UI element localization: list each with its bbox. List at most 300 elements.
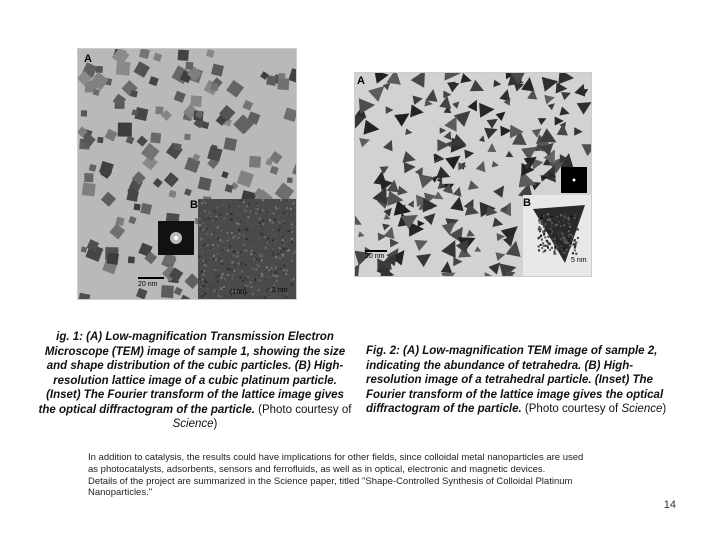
- lattice-dot: [204, 219, 206, 221]
- lattice-dot: [239, 276, 241, 278]
- lattice-dot: [226, 213, 228, 215]
- lattice-dot: [243, 235, 245, 237]
- lattice-dot: [231, 269, 233, 271]
- cube-particle: [150, 132, 161, 143]
- lattice-dot: [291, 227, 293, 229]
- lattice-dot: [220, 230, 222, 232]
- lattice-dot: [540, 228, 542, 230]
- lattice-dot: [538, 245, 540, 247]
- lattice-dot: [558, 221, 560, 223]
- lattice-dot: [564, 238, 566, 240]
- lattice-dot: [203, 270, 205, 272]
- lattice-dot: [221, 263, 223, 265]
- figure1-credit-suffix: ): [213, 418, 218, 430]
- cube-particle: [106, 252, 119, 265]
- lattice-dot: [555, 224, 557, 226]
- lattice-dot: [224, 247, 226, 249]
- lattice-dot: [554, 245, 556, 247]
- figure2-credit-source: Science: [621, 403, 663, 415]
- lattice-dot: [561, 251, 563, 253]
- lattice-dot: [269, 219, 271, 221]
- lattice-dot: [254, 252, 256, 254]
- figure2-scale-b: 5 nm: [571, 257, 587, 264]
- lattice-dot: [564, 214, 566, 216]
- lattice-dot: [256, 264, 258, 266]
- lattice-dot: [572, 235, 574, 237]
- lattice-dot: [259, 259, 261, 261]
- lattice-dot: [233, 251, 235, 253]
- lattice-dot: [231, 213, 233, 215]
- lattice-dot: [243, 244, 245, 246]
- lattice-dot: [290, 282, 292, 284]
- lattice-dot: [544, 230, 546, 232]
- lattice-dot: [221, 204, 223, 206]
- lattice-dot: [273, 224, 275, 226]
- lattice-dot: [292, 293, 294, 295]
- lattice-dot: [273, 295, 275, 297]
- lattice-dot: [262, 219, 264, 221]
- cube-particle: [178, 50, 189, 61]
- lattice-dot: [204, 205, 206, 207]
- lattice-dot: [199, 224, 201, 226]
- lattice-dot: [253, 232, 255, 234]
- lattice-dot: [200, 238, 202, 240]
- lattice-dot: [210, 258, 212, 260]
- lattice-dot: [262, 199, 264, 201]
- lattice-dot: [266, 266, 268, 268]
- lattice-dot: [266, 220, 268, 222]
- lattice-dot: [274, 235, 276, 237]
- lattice-dot: [206, 288, 208, 290]
- lattice-dot: [217, 238, 219, 240]
- cube-particle: [165, 254, 175, 264]
- lattice-dot: [223, 288, 225, 290]
- lattice-dot: [223, 217, 225, 219]
- lattice-dot: [227, 250, 229, 252]
- lattice-dot: [282, 250, 284, 252]
- lattice-dot: [244, 249, 246, 251]
- lattice-dot: [565, 247, 567, 249]
- cube-particle: [186, 62, 194, 70]
- lattice-dot: [204, 243, 206, 245]
- lattice-dot: [288, 230, 290, 232]
- lattice-dot: [207, 218, 209, 220]
- body-line-2: as photocatalysts, adsorbents, sensors and ferrofluids, as well as in optical, electronic and magnetic devices.: [88, 463, 546, 475]
- figure1-scale-b: 2 nm: [272, 287, 288, 294]
- lattice-dot: [208, 285, 210, 287]
- cube-particle: [84, 173, 93, 182]
- lattice-dot: [553, 253, 555, 255]
- lattice-dot: [224, 278, 226, 280]
- cube-particle: [97, 137, 103, 143]
- lattice-dot: [555, 219, 557, 221]
- lattice-dot: [556, 216, 558, 218]
- lattice-dot: [205, 281, 207, 283]
- lattice-dot: [558, 234, 560, 236]
- body-line-4: Nanoparticles.": [88, 487, 153, 499]
- lattice-dot: [576, 241, 578, 243]
- lattice-dot: [246, 249, 248, 251]
- lattice-dot: [289, 287, 291, 289]
- lattice-dot: [272, 274, 274, 276]
- lattice-dot: [254, 209, 256, 211]
- lattice-dot: [546, 245, 548, 247]
- lattice-dot: [283, 269, 285, 271]
- lattice-dot: [236, 255, 238, 257]
- cube-particle: [140, 203, 152, 215]
- lattice-dot: [218, 206, 220, 208]
- lattice-dot: [205, 226, 207, 228]
- lattice-dot: [544, 236, 546, 238]
- lattice-dot: [239, 233, 241, 235]
- lattice-dot: [244, 210, 246, 212]
- lattice-dot: [231, 262, 233, 264]
- lattice-dot: [254, 279, 256, 281]
- lattice-dot: [250, 282, 252, 284]
- lattice-dot: [208, 202, 210, 204]
- lattice-dot: [201, 295, 203, 297]
- lattice-dot: [544, 245, 546, 247]
- lattice-dot: [268, 241, 270, 243]
- lattice-dot: [201, 271, 203, 273]
- lattice-dot: [565, 217, 567, 219]
- lattice-dot: [283, 220, 285, 222]
- figure2-panel-b-label: B: [523, 197, 531, 209]
- lattice-dot: [271, 270, 273, 272]
- lattice-dot: [540, 235, 542, 237]
- figure1-tem-image: [77, 48, 297, 300]
- lattice-dot: [577, 228, 579, 230]
- lattice-dot: [204, 202, 206, 204]
- lattice-dot: [252, 268, 254, 270]
- lattice-dot: [207, 244, 209, 246]
- lattice-dot: [283, 248, 285, 250]
- lattice-dot: [233, 236, 235, 238]
- lattice-dot: [273, 233, 275, 235]
- lattice-dot: [562, 233, 564, 235]
- lattice-dot: [220, 287, 222, 289]
- lattice-dot: [230, 250, 232, 252]
- lattice-dot: [293, 201, 295, 203]
- lattice-dot: [249, 234, 251, 236]
- lattice-dot: [273, 212, 275, 214]
- lattice-dot: [560, 225, 562, 227]
- lattice-dot: [571, 224, 573, 226]
- lattice-dot: [269, 294, 271, 296]
- lattice-dot: [274, 218, 276, 220]
- lattice-dot: [240, 221, 242, 223]
- lattice-dot: [554, 251, 556, 253]
- lattice-dot: [294, 231, 296, 233]
- lattice-dot: [229, 278, 231, 280]
- lattice-dot: [204, 260, 206, 262]
- figure2-caption: [366, 344, 686, 417]
- cube-particle: [126, 189, 138, 201]
- lattice-dot: [231, 278, 233, 280]
- lattice-dot: [549, 243, 551, 245]
- lattice-dot: [570, 242, 572, 244]
- lattice-dot: [292, 283, 294, 285]
- lattice-dot: [206, 228, 208, 230]
- lattice-dot: [560, 241, 562, 243]
- lattice-dot: [206, 233, 208, 235]
- page-number: 14: [663, 499, 676, 511]
- lattice-dot: [291, 260, 293, 262]
- figure1-credit-prefix: (Photo courtesy of: [258, 403, 352, 416]
- lattice-dot: [203, 264, 205, 266]
- lattice-dot: [250, 253, 252, 255]
- lattice-dot: [276, 280, 278, 282]
- lattice-dot: [574, 239, 576, 241]
- lattice-dot: [551, 226, 553, 228]
- lattice-dot: [566, 249, 568, 251]
- lattice-dot: [568, 219, 570, 221]
- lattice-dot: [539, 230, 541, 232]
- lattice-dot: [202, 222, 204, 224]
- figure2-credit-suffix: ): [662, 403, 667, 415]
- cube-particle: [277, 78, 289, 90]
- cube-particle: [161, 285, 174, 298]
- lattice-dot: [210, 226, 212, 228]
- lattice-dot: [543, 226, 545, 228]
- lattice-dot: [227, 274, 229, 276]
- lattice-dot: [265, 247, 267, 249]
- lattice-dot: [233, 270, 235, 272]
- lattice-dot: [542, 242, 544, 244]
- lattice-dot: [198, 256, 200, 258]
- lattice-dot: [240, 262, 242, 264]
- lattice-dot: [541, 217, 543, 219]
- lattice-dot: [233, 255, 235, 257]
- lattice-dot: [257, 208, 259, 210]
- lattice-dot: [237, 237, 239, 239]
- lattice-dot: [276, 275, 278, 277]
- lattice-dot: [570, 234, 572, 236]
- figure1-panel-b-label: B: [190, 199, 198, 211]
- lattice-dot: [559, 245, 561, 247]
- lattice-dot: [573, 243, 575, 245]
- lattice-dot: [285, 273, 287, 275]
- lattice-dot: [550, 228, 552, 230]
- lattice-dot: [290, 236, 292, 238]
- lattice-dot: [260, 209, 262, 211]
- lattice-dot: [198, 200, 200, 202]
- lattice-dot: [561, 231, 563, 233]
- lattice-dot: [538, 249, 540, 251]
- cube-particle: [118, 122, 132, 136]
- cube-particle: [174, 143, 181, 150]
- lattice-dot: [204, 267, 206, 269]
- lattice-dot: [261, 273, 263, 275]
- lattice-dot: [261, 275, 263, 277]
- lattice-dot: [214, 210, 216, 212]
- lattice-dot: [271, 263, 273, 265]
- lattice-dot: [563, 236, 565, 238]
- lattice-dot: [227, 240, 229, 242]
- lattice-dot: [286, 207, 288, 209]
- lattice-dot: [548, 232, 550, 234]
- lattice-dot: [293, 214, 295, 216]
- lattice-dot: [546, 240, 548, 242]
- lattice-dot: [568, 217, 570, 219]
- lattice-dot: [547, 230, 549, 232]
- lattice-dot: [280, 199, 282, 201]
- figure1-svg: [78, 49, 296, 299]
- lattice-dot: [247, 285, 249, 287]
- lattice-dot: [237, 252, 239, 254]
- cube-particle: [223, 137, 237, 151]
- lattice-dot: [212, 231, 214, 233]
- lattice-dot: [283, 245, 285, 247]
- lattice-dot: [200, 228, 202, 230]
- lattice-dot: [539, 222, 541, 224]
- lattice-dot: [288, 209, 290, 211]
- figure1-lattice-label: (100): [230, 289, 247, 296]
- lattice-dot: [238, 229, 240, 231]
- lattice-dot: [241, 270, 243, 272]
- lattice-dot: [550, 231, 552, 233]
- lattice-dot: [208, 205, 210, 207]
- lattice-dot: [563, 216, 565, 218]
- lattice-dot: [212, 244, 214, 246]
- lattice-dot: [279, 247, 281, 249]
- lattice-dot: [568, 230, 570, 232]
- lattice-dot: [543, 233, 545, 235]
- lattice-dot: [262, 223, 264, 225]
- lattice-dot: [241, 248, 243, 250]
- cube-particle: [210, 83, 218, 91]
- figure1-credit-source: Science: [172, 418, 214, 430]
- lattice-dot: [562, 219, 564, 221]
- lattice-dot: [547, 213, 549, 215]
- lattice-dot: [554, 238, 556, 240]
- lattice-dot: [217, 276, 219, 278]
- cube-particle: [287, 177, 293, 183]
- lattice-dot: [261, 255, 263, 257]
- lattice-dot: [245, 264, 247, 266]
- lattice-dot: [267, 277, 269, 279]
- lattice-dot: [291, 231, 293, 233]
- figure2-panel-a-label: A: [357, 75, 365, 87]
- lattice-dot: [293, 203, 295, 205]
- lattice-dot: [272, 268, 274, 270]
- lattice-dot: [248, 203, 250, 205]
- cube-particle: [266, 75, 277, 86]
- lattice-dot: [561, 248, 563, 250]
- lattice-dot: [294, 251, 296, 253]
- lattice-dot: [577, 237, 579, 239]
- lattice-dot: [569, 246, 571, 248]
- lattice-dot: [228, 268, 230, 270]
- cube-particle: [133, 203, 140, 210]
- lattice-dot: [226, 232, 228, 234]
- lattice-dot: [554, 248, 556, 250]
- lattice-dot: [272, 222, 274, 224]
- lattice-dot: [219, 214, 221, 216]
- lattice-dot: [250, 245, 252, 247]
- figure2-scale-a: 20 nm: [365, 253, 385, 260]
- lattice-dot: [239, 200, 241, 202]
- lattice-dot: [255, 296, 257, 298]
- lattice-dot: [264, 217, 266, 219]
- lattice-dot: [538, 219, 540, 221]
- lattice-dot: [238, 263, 240, 265]
- lattice-dot: [232, 274, 234, 276]
- lattice-dot: [201, 251, 203, 253]
- lattice-dot: [210, 247, 212, 249]
- lattice-dot: [287, 264, 289, 266]
- lattice-dot: [277, 253, 279, 255]
- lattice-dot: [212, 248, 214, 250]
- lattice-dot: [272, 254, 274, 256]
- lattice-dot: [242, 280, 244, 282]
- lattice-dot: [217, 253, 219, 255]
- body-line-3: Details of the project are summarized in the Science paper, titled "Shape-Controlled Synthesis of Colloidal Platinum: [88, 475, 573, 487]
- lattice-dot: [274, 271, 276, 273]
- lattice-dot: [273, 251, 275, 253]
- lattice-dot: [268, 269, 270, 271]
- lattice-dot: [551, 222, 553, 224]
- cube-particle: [81, 110, 87, 116]
- figure2-credit: [525, 403, 666, 415]
- lattice-dot: [260, 233, 262, 235]
- lattice-dot: [251, 250, 253, 252]
- lattice-dot: [574, 229, 576, 231]
- body-line-1: In addition to catalysis, the results could have implications for other fields, since colloidal metal nanoparticles are used: [88, 452, 584, 463]
- lattice-dot: [236, 222, 238, 224]
- lattice-dot: [282, 236, 284, 238]
- lattice-dot: [279, 226, 281, 228]
- lattice-dot: [226, 268, 228, 270]
- lattice-dot: [274, 226, 276, 228]
- lattice-dot: [275, 256, 277, 258]
- lattice-dot: [541, 247, 543, 249]
- lattice-dot: [538, 228, 540, 230]
- lattice-dot: [572, 252, 574, 254]
- lattice-dot: [551, 247, 553, 249]
- lattice-dot: [234, 264, 236, 266]
- lattice-dot: [556, 246, 558, 248]
- lattice-dot: [540, 244, 542, 246]
- figure2-tem-image: [354, 72, 592, 277]
- lattice-dot: [542, 230, 544, 232]
- lattice-dot: [574, 217, 576, 219]
- lattice-dot: [275, 208, 277, 210]
- lattice-dot: [213, 255, 215, 257]
- lattice-dot: [223, 233, 225, 235]
- lattice-dot: [246, 277, 248, 279]
- lattice-dot: [268, 288, 270, 290]
- lattice-dot: [290, 214, 292, 216]
- lattice-dot: [262, 234, 264, 236]
- lattice-dot: [204, 285, 206, 287]
- figure1-caption: [36, 330, 354, 432]
- lattice-dot: [204, 293, 206, 295]
- lattice-dot: [556, 238, 558, 240]
- figure2-svg: [355, 73, 591, 276]
- lattice-dot: [219, 239, 221, 241]
- lattice-dot: [253, 293, 255, 295]
- lattice-dot: [246, 205, 248, 207]
- figure1-panel-a-label: A: [84, 53, 92, 65]
- lattice-dot: [198, 217, 200, 219]
- lattice-dot: [274, 275, 276, 277]
- lattice-dot: [253, 246, 255, 248]
- lattice-dot: [276, 205, 278, 207]
- lattice-dot: [249, 277, 251, 279]
- lattice-dot: [547, 236, 549, 238]
- lattice-dot: [237, 205, 239, 207]
